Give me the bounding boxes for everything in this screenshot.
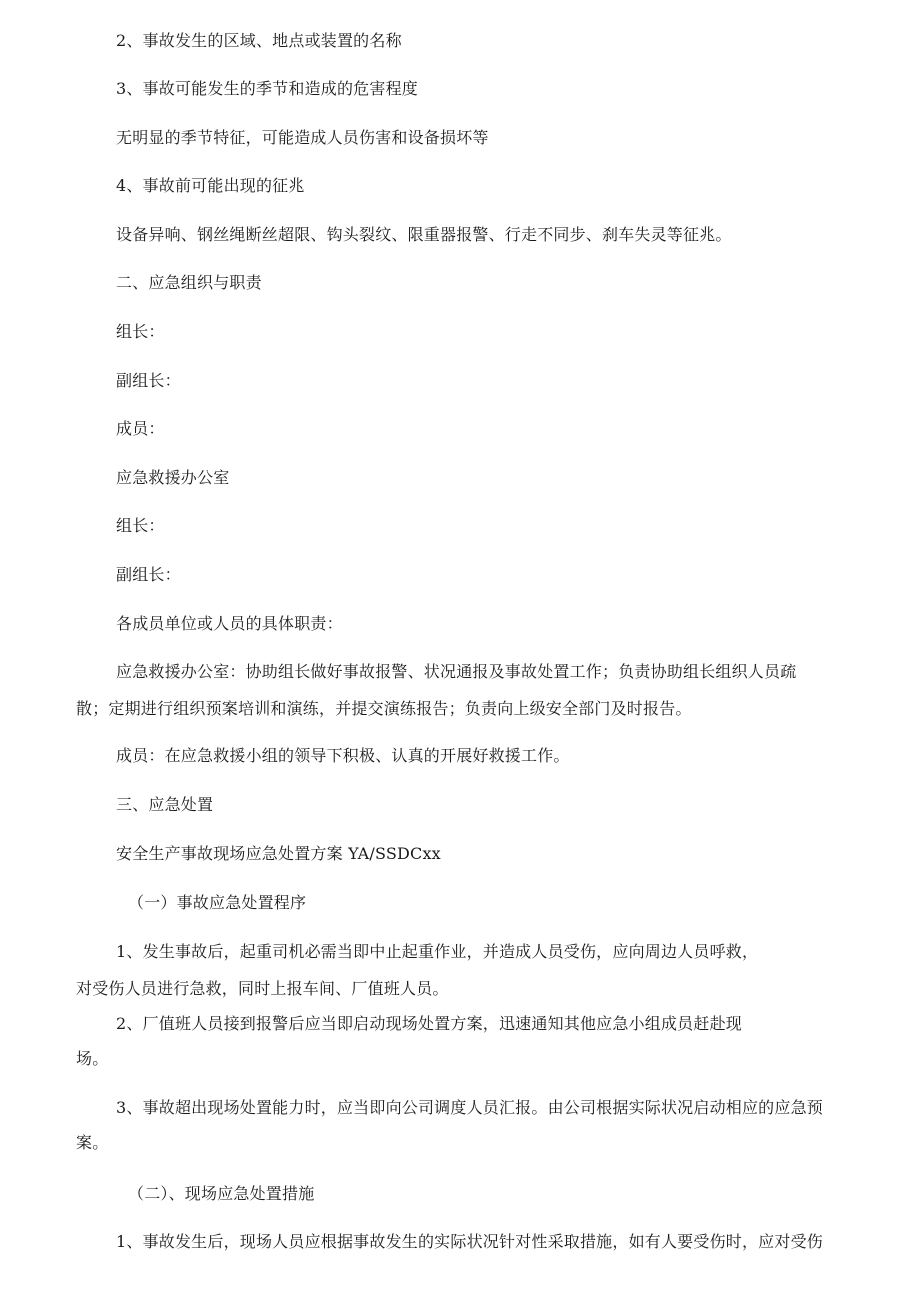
- office-duties-line-1: 应急救援办公室：协助组长做好事故报警、状况通报及事故处置工作；负责协助组长组织人员疏: [116, 662, 797, 681]
- section-2-heading: 二、应急组织与职责: [116, 273, 262, 292]
- subsection-2-heading: （二）、现场应急处置措施: [128, 1184, 315, 1203]
- team-leader-label: 组长：: [116, 322, 165, 341]
- deputy-leader-label: 副组长：: [116, 371, 181, 390]
- subsection-1-heading: （一）事故应急处置程序: [128, 893, 307, 912]
- office-leader-label: 组长：: [116, 516, 165, 535]
- rescue-office-heading: 应急救援办公室: [116, 468, 230, 487]
- measure-1-line-1: 1、事故发生后，现场人员应根据事故发生的实际状况针对性采取措施，如有人要受伤时，应对受伤: [116, 1232, 823, 1251]
- office-duties-line-2: 散；定期进行组织预案培训和演练，并提交演练报告；负责向上级安全部门及时报告。: [76, 699, 692, 718]
- precursors-text: 设备异响、钢丝绳断丝超限、钩头裂纹、限重器报警、行走不同步、刹车失灵等征兆。: [116, 225, 732, 244]
- item-2-location: 2、事故发生的区域、地点或装置的名称: [116, 31, 402, 50]
- duties-heading: 各成员单位或人员的具体职责：: [116, 614, 343, 633]
- section-3-heading: 三、应急处置: [116, 795, 214, 814]
- procedure-1-line-2: 对受伤人员进行急救，同时上报车间、厂值班人员。: [76, 979, 449, 998]
- plan-code-line: 安全生产事故现场应急处置方案 YA/SSDCxx: [116, 844, 441, 863]
- procedure-2-line-1: 2、厂值班人员接到报警后应当即启动现场处置方案，迅速通知其他应急小组成员赶赴现: [116, 1014, 742, 1033]
- item-3-season-hazard: 3、事故可能发生的季节和造成的危害程度: [116, 79, 418, 98]
- members-duties: 成员：在应急救援小组的领导下积极、认真的开展好救援工作。: [116, 746, 570, 765]
- procedure-2-line-2: 场。: [76, 1049, 109, 1068]
- procedure-3-line-1: 3、事故超出现场处置能力时，应当即向公司调度人员汇报。由公司根据实际状况启动相应的应急预: [116, 1098, 823, 1117]
- office-deputy-label: 副组长：: [116, 565, 181, 584]
- procedure-3-line-2: 案。: [76, 1133, 109, 1152]
- members-label: 成员：: [116, 419, 165, 438]
- procedure-1-line-1: 1、发生事故后，起重司机必需当即中止起重作业，并造成人员受伤，应向周边人员呼救，: [116, 942, 759, 961]
- item-4-precursors: 4、事故前可能出现的征兆: [116, 176, 305, 195]
- season-hazard-text: 无明显的季节特征，可能造成人员伤害和设备损坏等: [116, 128, 489, 147]
